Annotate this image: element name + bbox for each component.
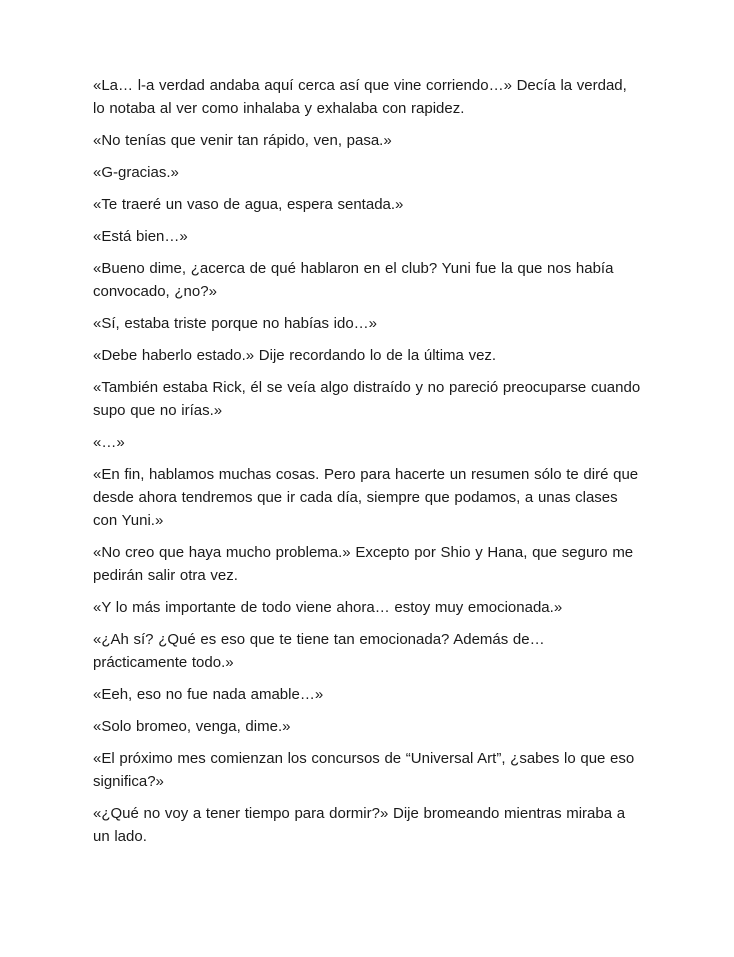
paragraph-4: «Te traeré un vaso de agua, espera sentada.»	[93, 196, 404, 213]
paragraph-18: «¿Qué no voy a tener tiempo para dormir?» Dije bromeando mientras miraba a un lado.	[93, 805, 626, 845]
paragraph-3: «G-gracias.»	[93, 164, 179, 181]
paragraph-16: «Solo bromeo, venga, dime.»	[93, 718, 291, 735]
paragraph-10: «…»	[93, 434, 125, 451]
paragraph-17: «El próximo mes comienzan los concursos de “Universal Art”, ¿sabes lo que eso significa?»	[93, 750, 635, 790]
paragraph-7: «Sí, estaba triste porque no habías ido…»	[93, 315, 378, 332]
paragraph-5: «Está bien…»	[93, 228, 188, 245]
paragraph-14: «¿Ah sí? ¿Qué es eso que te tiene tan emocionada? Además de… prácticamente todo.»	[93, 631, 545, 671]
text-body	[93, 74, 641, 857]
paragraph-11: «En fin, hablamos muchas cosas. Pero para hacerte un resumen sólo te diré que desde ahora tendremos que ir cada día, siempre que podamos, a unas clases con Yuni.»	[93, 466, 639, 529]
paragraph-13: «Y lo más importante de todo viene ahora… estoy muy emocionada.»	[93, 599, 563, 616]
paragraph-9: «También estaba Rick, él se veía algo distraído y no pareció preocuparse cuando supo que no irías.»	[93, 379, 641, 419]
paragraph-15: «Eeh, eso no fue nada amable…»	[93, 686, 324, 703]
paragraph-6: «Bueno dime, ¿acerca de qué hablaron en el club? Yuni fue la que nos había convocado, ¿no?»	[93, 260, 614, 300]
paragraph-2: «No tenías que venir tan rápido, ven, pasa.»	[93, 132, 392, 149]
paragraph-12: «No creo que haya mucho problema.» Excepto por Shio y Hana, que seguro me pedirán salir otra vez.	[93, 544, 634, 584]
paragraph-8: «Debe haberlo estado.» Dije recordando lo de la última vez.	[93, 347, 497, 364]
paragraph-1: «La… l-a verdad andaba aquí cerca así que vine corriendo…» Decía la verdad, lo notaba al ver como inhalaba y exhalaba con rapidez.	[93, 77, 627, 117]
